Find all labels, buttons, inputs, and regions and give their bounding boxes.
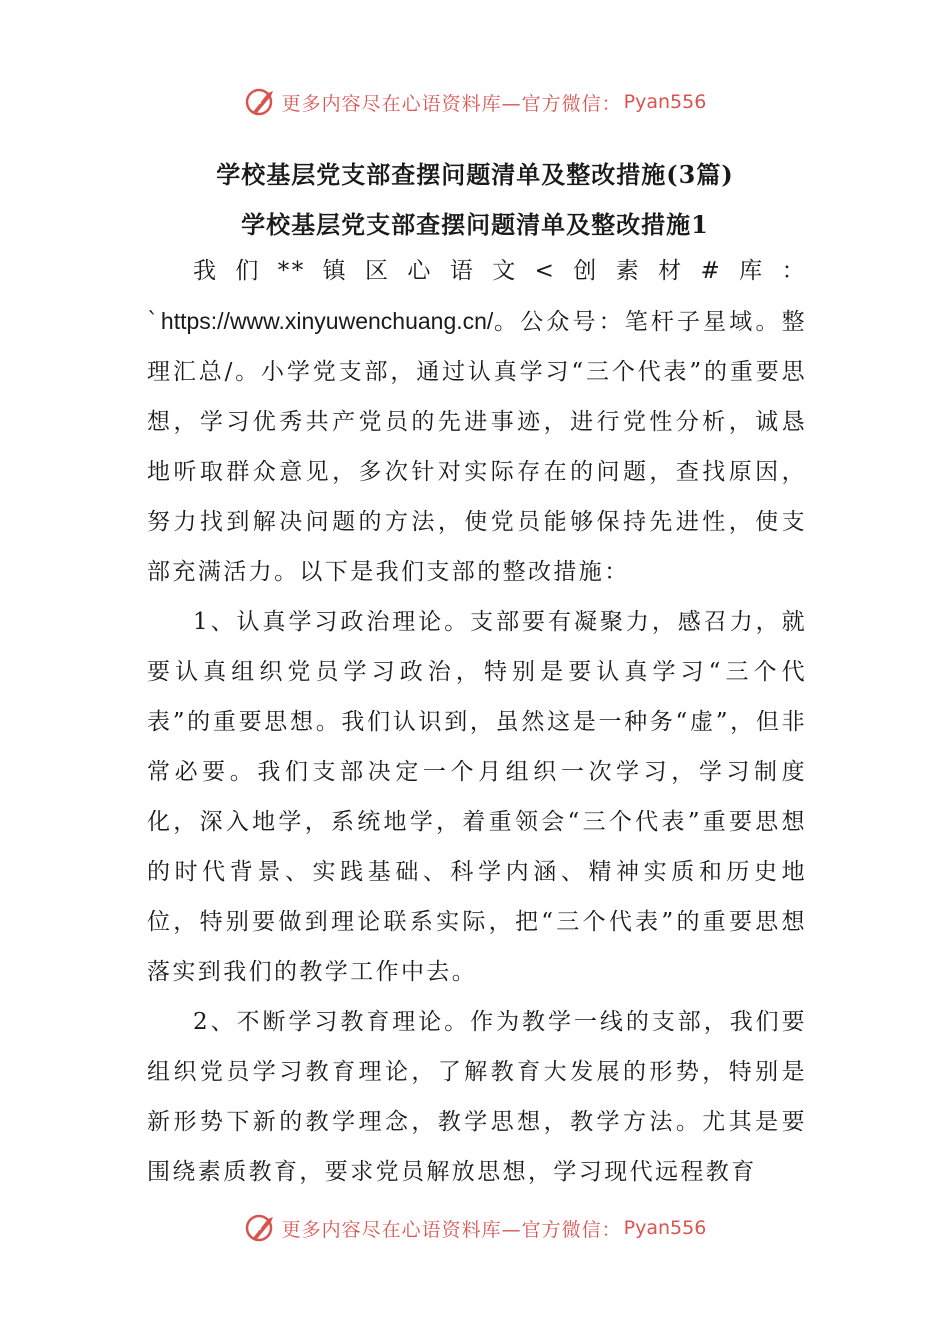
intro-prefix: 我们**镇区心语文<创素材#库： `: [147, 258, 807, 335]
document-subtitle: 学校基层党支部查摆问题清单及整改措施1: [241, 210, 709, 239]
banner-contact: Pyan556: [623, 91, 707, 113]
paragraph-1: 1、认真学习政治理论。支部要有凝聚力，感召力，就要认真组织党员学习政治，特别是要认真学习“三个代表”的重要思想。我们认识到，虽然这是一种务“虚”，但非常必要。我们支部决定一个月组织一次学习，学习制度化，深入地学，系统地学，着重领会“三个代表”重要思想的时代背景、实践基础、科学内涵、精神实质和历史地位，特别要做到理论联系实际，把“三个代表”的重要思想落实到我们的教学工作中去。: [147, 609, 807, 985]
pen-nib-circle-logo-icon: [244, 1211, 278, 1245]
intro-paragraph: [147, 246, 807, 597]
banner-text: 更多内容尽在心语资料库—官方微信：: [281, 92, 622, 115]
document-body: [147, 246, 807, 1197]
intro-url: https://www.xinyuwenchuang.cn/: [160, 308, 494, 334]
paragraph-2: 2、不断学习教育理论。作为教学一线的支部，我们要组织党员学习教育理论，了解教育大发展的形势，特别是新形势下新的教学理念，教学思想，教学方法。尤其是要围绕素质教育，要求党员解放思想，学习现代远程教育: [147, 1009, 807, 1185]
pen-nib-circle-logo-icon: [244, 85, 278, 119]
document-title: 学校基层党支部查摆问题清单及整改措施(3篇): [216, 160, 734, 189]
banner-text: 更多内容尽在心语资料库—官方微信：: [281, 1218, 622, 1241]
header-banner: [0, 82, 950, 122]
footer-banner: [0, 1208, 950, 1248]
banner-contact: Pyan556: [623, 1217, 707, 1239]
intro-rest: 。公众号：笔杆子星域。整理汇总/。小学党支部，通过认真学习“三个代表”的重要思想，学习优秀共产党员的先进事迹，进行党性分析，诚恳地听取群众意见，多次针对实际存在的问题，查找原因，努力找到解决问题的方法，使党员能够保持先进性，使支部充满活力。以下是我们支部的整改措施：: [147, 309, 807, 585]
